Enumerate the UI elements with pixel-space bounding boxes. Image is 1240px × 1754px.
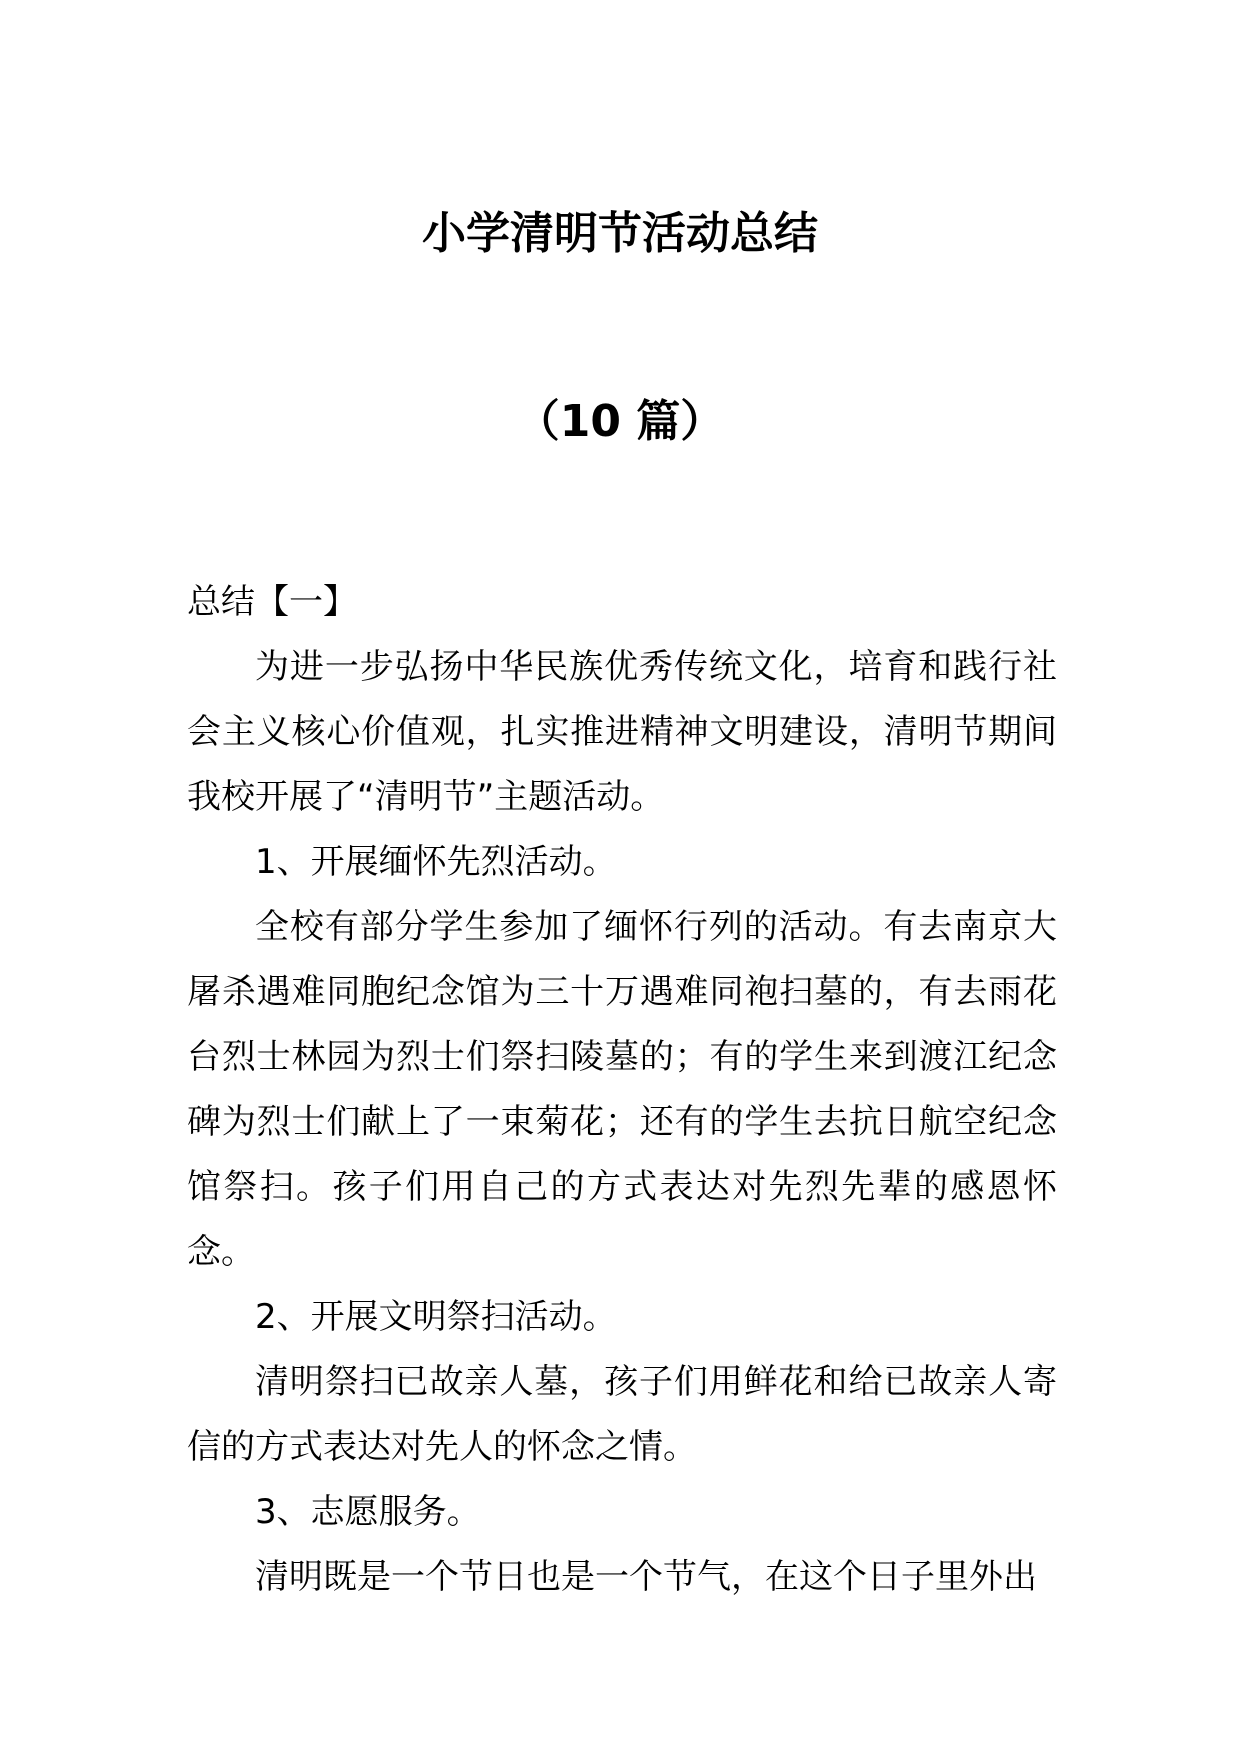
document-subtitle: （10 篇） xyxy=(515,396,725,447)
document-title: 小学清明节活动总结 xyxy=(422,208,818,259)
paragraph: 全校有部分学生参加了缅怀行列的活动。有去南京大屠杀遇难同胞纪念馆为三十万遇难同袍扫墓的，有去雨花台烈士林园为烈士们祭扫陵墓的；有的学生来到渡江纪念碑为烈士们献上了一束菊花；还有的学生去抗日航空纪念馆祭扫。孩子们用自己的方式表达对先烈先辈的感恩怀念。 xyxy=(187,907,1057,1272)
paragraph: 清明既是一个节日也是一个节气，在这个日子里外出 xyxy=(255,1557,1037,1597)
list-item-heading: 3、志愿服务。 xyxy=(255,1492,481,1532)
document-body xyxy=(187,570,1057,1610)
section-heading: 总结【一】 xyxy=(187,582,357,622)
paragraph: 清明祭扫已故亲人墓，孩子们用鲜花和给已故亲人寄信的方式表达对先人的怀念之情。 xyxy=(187,1362,1057,1467)
paragraph-intro: 为进一步弘扬中华民族优秀传统文化，培育和践行社会主义核心价值观，扎实推进精神文明建设，清明节期间我校开展了“清明节”主题活动。 xyxy=(187,647,1057,817)
list-item-heading: 2、开展文明祭扫活动。 xyxy=(255,1297,617,1337)
list-item-heading: 1、开展缅怀先烈活动。 xyxy=(255,842,617,882)
